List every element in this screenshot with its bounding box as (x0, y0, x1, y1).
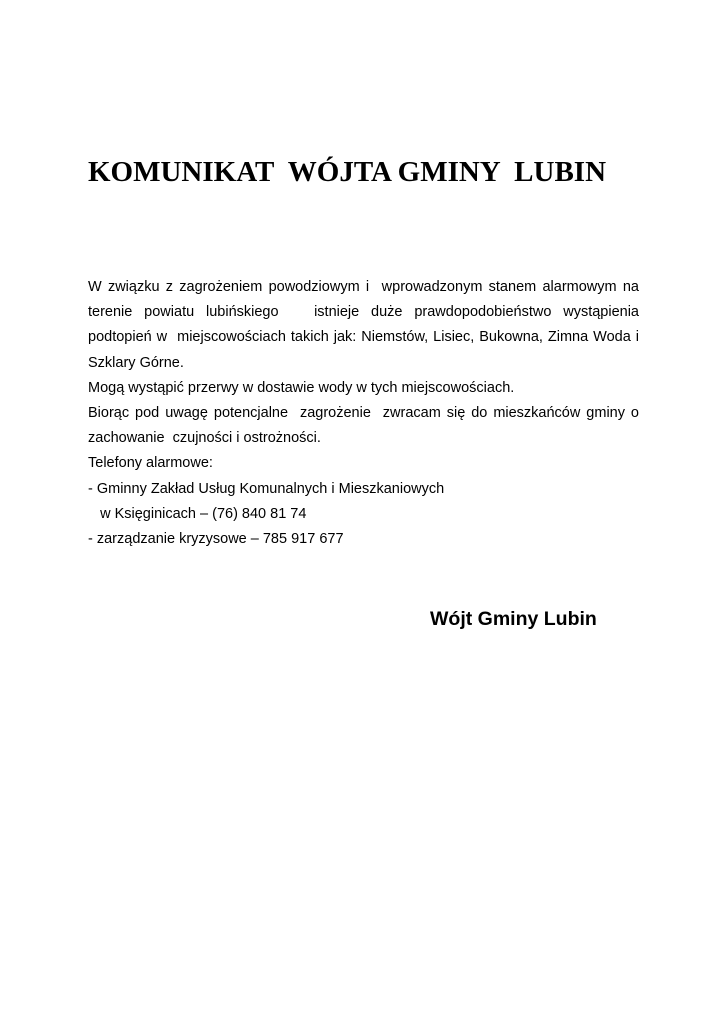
phones-heading: Telefony alarmowe: (88, 455, 213, 472)
document-title: KOMUNIKAT WÓJTA GMINY LUBIN (88, 156, 607, 188)
intro-paragraph: W związku z zagrożeniem powodziowym i wprowadzonym stanem alarmowym na terenie powiatu lubińskiego istnieje duże prawdopodobieństwo wystąpienia podtopień w miejscowościach takich jak: Niemstów, Lisiec, Bukowna, Zimna Woda i Szklary Górne. (88, 279, 644, 371)
document-body (88, 275, 644, 552)
phone-entry-utilities-number: w Księginicach – (76) 840 81 74 (88, 505, 307, 522)
phone-entry-utilities: - Gminny Zakład Usług Komunalnych i Mieszkaniowych (88, 480, 445, 497)
water-notice: Mogą wystąpić przerwy w dostawie wody w tych miejscowościach. (88, 379, 515, 396)
signature: Wójt Gminy Lubin (430, 608, 597, 630)
appeal-paragraph: Biorąc pod uwagę potencjalne zagrożenie zwracam się do mieszkańców gminy o zachowanie czujności i ostrożności. (88, 405, 644, 447)
phone-entry-crisis-management: - zarządzanie kryzysowe – 785 917 677 (88, 531, 344, 548)
